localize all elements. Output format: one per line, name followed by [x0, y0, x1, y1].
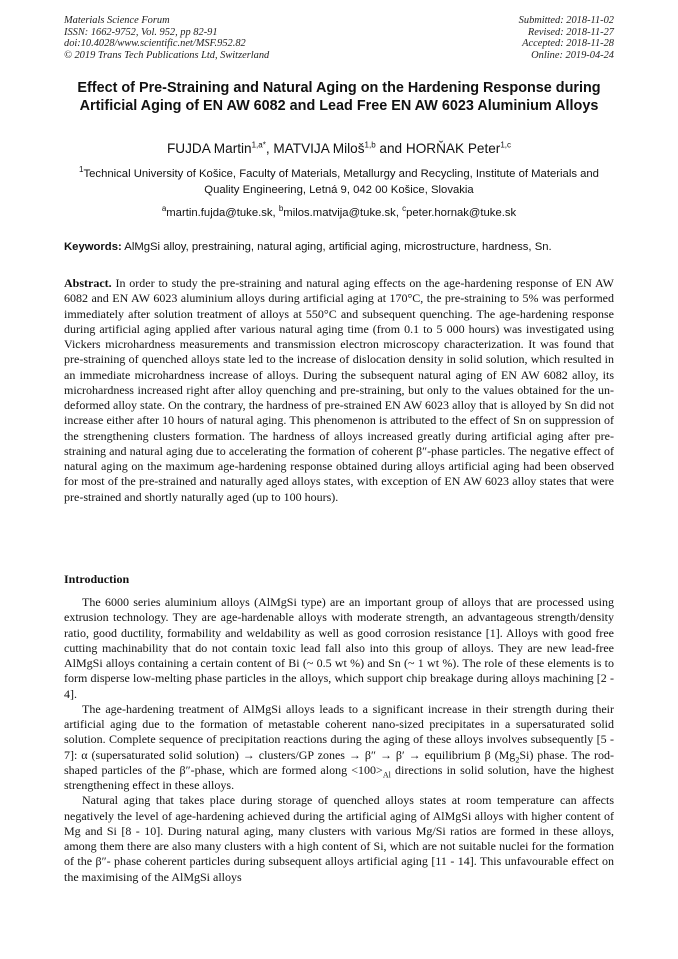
abstract-text: In order to study the pre-straining and natural aging effects on the age-hardening response of EN AW 6082 and EN AW 6023 aluminium alloys during artificial aging at 170°C, the pre-straining to 5% was performed immediately after solution treatment of alloys at 550°C and subsequent quenching. The age-hardening response during artificial aging applied after various natural aging time (from 0.1 to 5 000 hours) was investigated using Vickers microhardness measurements and transmission electron microscopy characterization. It was found that pre-straining of quenched alloys state led to the increase of dislocation density in solid solution, which resulted in an immediate microhardness increase of alloys. During the subsequent natural aging of EN AW 6082 alloy, its microhardness increased right after alloy quenching and pre-straining, but only to the values obtained for the un-deformed alloy state. On the contrary, the hardness of pre-strained EN AW 6023 alloy that is alloyed by Sn did not increase either after 10 hours of natural aging. This phenomenon is attributed to the effect of Sn on suppression of the strengthening clusters formation. The hardness of alloys increased greatly during artificial aging after pre-straining and natural aging due to accelerating the formation of coherent β″-phase particles. The negative effect of natural aging on the maximum age-hardening response obtained during alloys artificial aging had been observed for most of the pre-strained and naturally aged alloys states, with exception of EN AW 6023 alloy states that were pre-strained and shortly naturally aged (up to 100 hours). [64, 276, 614, 504]
keywords-label: Keywords: [64, 241, 122, 253]
copyright-line: © 2019 Trans Tech Publications Ltd, Switzerland [64, 49, 270, 61]
keywords-text: AlMgSi alloy, prestraining, natural aging, artificial aging, microstructure, hardness, Sn. [121, 241, 552, 253]
author-superscript: 1,b [364, 140, 376, 150]
author-superscript: 1,c [500, 140, 511, 150]
accepted-date: Accepted: 2018-11-28 [522, 38, 614, 50]
introduction-heading: Introduction [64, 572, 130, 586]
email-superscript: a [161, 204, 167, 214]
author-list [64, 140, 614, 157]
affiliation [64, 167, 614, 198]
journal-info [64, 15, 269, 61]
keywords [64, 240, 614, 255]
author-conjunction: and [375, 141, 406, 156]
paragraph-text: directions in solid solution, have the highest strengthening effect in these alloys. [64, 762, 615, 792]
email-superscript: c [402, 204, 407, 214]
author-superscript: 1,a* [251, 140, 266, 150]
paragraph-text: Si) phase. The rod-shaped particles of the β″-phase, which are formed along <100> [64, 747, 614, 777]
issn-line: ISSN: 1662-9752, Vol. 952, pp 82-91 [64, 26, 218, 38]
revised-date: Revised: 2018-11-27 [527, 26, 614, 38]
subscript: 2 [515, 754, 520, 764]
email-superscript: b [278, 204, 284, 214]
paragraph-text: The age-hardening treatment of AlMgSi alloys leads to a significant increase in their strength during their artificial aging due to the formation of metastable coherent nano-sized precipitates in a supersaturated solid solution. Complete sequence of precipitation reactions during the aging of these alloys involves subsequently [5 - 7]: α (supersaturated solid solution) → clusters/GP zones → β″ → β′ → equilibrium β (Mg [64, 701, 614, 762]
submitted-date: Submitted: 2018-11-02 [518, 15, 614, 26]
introduction-body [64, 595, 614, 885]
author-name: FUJDA Martin [166, 141, 252, 156]
journal-name: Materials Science Forum [64, 15, 170, 26]
subscript: Al [382, 770, 391, 780]
doi-line: doi:10.4028/www.scientific.net/MSF.952.82 [64, 38, 246, 50]
paragraph [64, 702, 614, 794]
email-link[interactable]: peter.hornak@tuke.sk [406, 207, 517, 219]
online-date: Online: 2019-04-24 [531, 49, 614, 61]
submission-dates [519, 15, 614, 61]
paper-title: Effect of Pre-Straining and Natural Aging on the Hardening Response during Artificial Aging of EN AW 6082 and Lead Free EN AW 6023 Aluminium Alloys [77, 80, 601, 114]
email-link[interactable]: milos.matvija@tuke.sk [283, 207, 396, 219]
abstract [64, 276, 614, 505]
paragraph: The 6000 series aluminium alloys (AlMgSi type) are an important group of alloys that are processed using extrusion technology. They are age-hardenable alloys with moderate strength, an advantageous strength/density ratio, good ductility, formability and weldability as well as good corrosion resistance [1]. Alloys with good free cutting machinability that do not contain toxic lead fall also into this group of alloys. They are new lead-free AlMgSi alloys containing a certain content of Bi (~ 0.5 wt %) and Sn (~ 1 wt %). The role of these elements is to form disperse low-melting phase particles in the alloys, which support chip breakage during alloys machining [2 - 4]. [64, 595, 614, 701]
paragraph: Natural aging that takes place during storage of quenched alloys states at room temperature can affects negatively the level of age-hardening achieved during the artificial aging of AlMgSi alloys with higher content of Mg and Si [8 - 10]. During natural aging, many clusters with various Mg/Si ratios are formed in these alloys, among them there are also many clusters with a high content of Si, which are not suitable nuclei for the formation of the β″- phase coherent particles during subsequent alloys artificial aging [11 - 14]. This unfavourable effect on the maximising of the AlMgSi alloys [64, 793, 614, 884]
author-name: MATVIJA Miloš [273, 141, 365, 156]
affiliation-superscript: 1 [79, 165, 84, 175]
email-list: $^a$martin.fujda@tuke.sk, $^b$milos.matvija@tuke.sk, $^c$peter.hornak@tuke.sk [161, 204, 517, 219]
author-separator: , [265, 141, 274, 156]
email-link[interactable]: martin.fujda@tuke.sk [166, 207, 273, 219]
affiliation-text: Technical University of Košice, Faculty of Materials, Metallurgy and Recycling, Institute of Materials and Quality Engineering, Letná 9, 042 00 Košice, Slovakia [83, 168, 599, 196]
author-name: HORŇAK Peter [405, 141, 501, 156]
abstract-label: Abstract. [64, 276, 112, 290]
